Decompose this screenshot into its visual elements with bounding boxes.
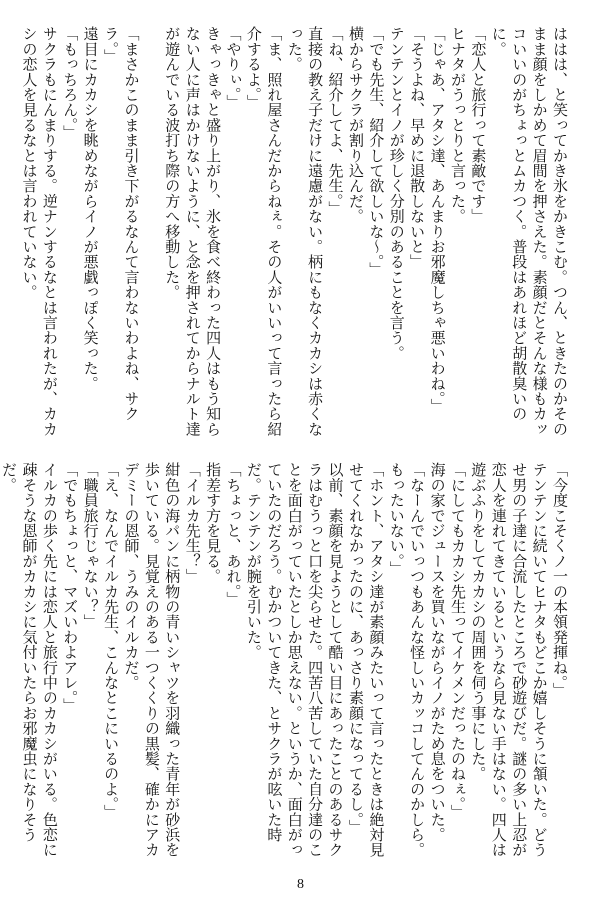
lower-vertical-text	[0, 462, 570, 872]
paragraph: 「でも先生、紹介して欲しいな〜。」	[367, 26, 386, 277]
paragraph: 「ね、紹介してよ、先生。」	[326, 26, 345, 217]
paragraph: サクラもにんまりする。逆ナンするなとは言われたが、カカシの恋人を見るなとは言われていない。	[20, 26, 59, 437]
upper-text-block	[20, 26, 570, 446]
paragraph: 以前、素顔を見ようとして酷い目にあったことのあるサクラはむうっと口を尖らせた。四苦八苦していた自分達のことを面白がっていたとしか思えない。というか、面白がっていたのだろう。むかついてきた、とサクラが呟いた時だ。テンテンが腕を引いた。	[244, 462, 345, 858]
paragraph: 「イルカ先生？」	[183, 462, 202, 584]
paragraph: ヒナタがうっとりと言った。	[448, 26, 467, 224]
paragraph: イルカの歩く先には恋人と旅行中のカカシがいる。色恋に疎そうな恩師がカカシに気付いたらお邪魔虫になりそうだ。	[0, 462, 59, 858]
paragraph: 「やりぃ。」	[224, 26, 243, 110]
paragraph: 遠目にカカシを眺めながらイノが悪戯っぽく笑った。	[81, 26, 100, 391]
paragraph: 「でもちょっと、マズいわよアレ。」	[61, 462, 80, 713]
paragraph: 横からサクラが割り込んだ。	[346, 26, 365, 224]
paragraph: 直接の教え子だけに遠慮がない。柄にもなくカカシは赤くなった。	[285, 26, 325, 437]
paragraph: 紺色の海パンに柄物の青いシャツを羽織った青年が砂浜を歩いている。見覚えのある一つくくりの黒髪、確かにアカデミーの恩師、うみのイルカだ。	[122, 462, 182, 858]
paragraph: 「まさかこのまま引き下がるなんて言わないわよね、サクラ。」	[102, 26, 141, 422]
paragraph: 「今度こそくノ一の本領発揮ね。」	[551, 462, 569, 698]
lower-text-block	[0, 462, 570, 872]
paragraph: 指差す方を見る。	[204, 462, 223, 584]
paragraph: きゃっきゃと盛り上がり、氷を食べ終わった四人はもう知らない人に声はかけないように、と念を押されてからナルト達が遊んでいる波打ち際の方へ移動した。	[163, 26, 223, 437]
paragraph: 「そうよね、早めに退散しないと」	[408, 26, 427, 270]
paragraph: 「恋人と旅行って素敵です」	[469, 26, 488, 224]
upper-vertical-text	[20, 26, 570, 446]
paragraph: 「なーんでいっつもあんな怪しいカッコしてんのかしら。もったいない。」	[387, 462, 427, 858]
paragraph: 「え、なんでイルカ先生、こんなとこにいるのよ。」	[102, 462, 121, 820]
paragraph: 「じゃあ、アタシ達、あんまりお邪魔しちゃ悪いわね。」	[428, 26, 447, 414]
blank-line	[141, 26, 161, 446]
paragraph: テンテンとイノが珍しく分別のあることを言う。	[387, 26, 406, 361]
paragraph: 「にしてもカカシ先生ってイケメンだったのねぇ。」	[448, 462, 467, 820]
paragraph: ははは、と笑ってかき氷をかきこむ。つん、ときたのかそのまま顔をしかめて眉間を押さえた。素顔だとそんな様もカッコいいのがちょっとムカつく。普段はあれほど胡散臭いのに。	[489, 26, 569, 437]
paragraph: テンテンに続いてヒナタもどこか嬉しそうに頷いた。どうせ男の子達に合流したところで砂遊びだ。謎の多い上忍が恋人を連れてきているというなら見ない手はない。四人は遊ぶふりをしてカカシの周囲を伺う事にした。	[469, 462, 549, 858]
paragraph: 「ちょっと、あれ。」	[224, 462, 243, 607]
paragraph: 「もっちろん。」	[61, 26, 80, 141]
page-number: 8	[297, 877, 304, 892]
paragraph: 「職員旅行じゃない？」	[81, 462, 100, 630]
paragraph: 「ホント、アタシ達が素顔みたいって言ったときは絶対見せてくれなかったのに、あっさり素顔になってるし。」	[346, 462, 386, 858]
paragraph: 「ま、照れ屋さんだからねぇ。その人がいいって言ったら紹介するよ。」	[244, 26, 284, 437]
paragraph: 海の家でジュースを買いながらイノがため息をついた。	[428, 462, 447, 842]
